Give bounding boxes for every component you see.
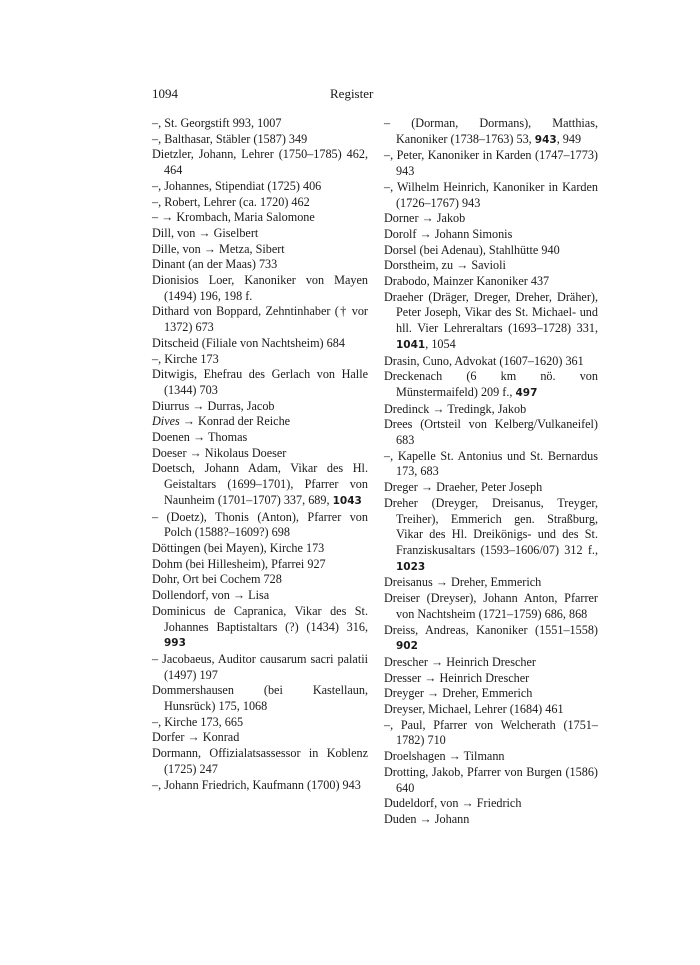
- index-entry: [152, 414, 368, 430]
- index-entry: [384, 227, 598, 243]
- bold-page-reference: 1023: [396, 560, 426, 573]
- index-entry: [152, 367, 368, 398]
- entry-text: Ditwigis, Ehefrau des Gerlach von Halle (1344) 703: [152, 367, 368, 397]
- index-entry: [384, 480, 598, 496]
- index-entry: [152, 210, 368, 226]
- index-entry: [152, 273, 368, 304]
- index-entry: [384, 655, 598, 671]
- index-entry: [152, 352, 368, 368]
- index-entry: [152, 746, 368, 777]
- entry-text: Dreiser (Dreyser), Johann Anton, Pfarrer von Nachtsheim (1721–1759) 686, 868: [384, 591, 598, 621]
- entry-text: Doetsch, Johann Adam, Vikar des Hl. Geistaltars (1699–1701), Pfarrer von Naunheim (1701–1707) 337, 689,: [152, 461, 368, 507]
- entry-text: –, Kirche 173: [152, 351, 219, 366]
- entry-text: –, Balthasar, Stäbler (1587) 349: [152, 131, 308, 146]
- index-entry: [384, 243, 598, 259]
- right-column: [384, 116, 598, 828]
- bold-page-reference: 993: [164, 637, 186, 650]
- entry-text: Dorner → Jakob: [384, 211, 466, 226]
- entry-text: Drabodo, Mainzer Kanoniker 437: [384, 274, 550, 289]
- entry-text: Dreiss, Andreas, Kanoniker (1551–1558): [384, 622, 598, 637]
- index-entry: [152, 715, 368, 731]
- index-entry: [152, 304, 368, 335]
- entry-text: – Jacobaeus, Auditor causarum sacri palatii (1497) 197: [152, 651, 368, 682]
- index-entry: [152, 242, 368, 258]
- entry-text: –, Robert, Lehrer (ca. 1720) 462: [152, 194, 310, 209]
- entry-text: Drees (Ortsteil von Kelberg/Vulkaneifel) 683: [384, 417, 598, 448]
- bold-page-reference: 1043: [332, 494, 362, 507]
- index-entry: [152, 510, 368, 541]
- italic-term: Dives: [152, 414, 180, 429]
- index-entry: [152, 399, 368, 415]
- entry-text: – (Dorman, Dormans), Matthias, Kanoniker (1738–1763) 53,: [384, 116, 598, 146]
- entry-text: Dill, von → Giselbert: [152, 225, 259, 240]
- index-entry: [384, 116, 598, 148]
- entry-text: –, Johannes, Stipendiat (1725) 406: [152, 178, 322, 193]
- index-entry: [384, 354, 598, 370]
- index-entry: [384, 417, 598, 448]
- bold-page-reference: 902: [396, 640, 418, 653]
- entry-text: Dorolf → Johann Simonis: [384, 226, 513, 241]
- index-entry: [384, 718, 598, 749]
- entry-text: Dreisanus → Dreher, Emmerich: [384, 575, 542, 590]
- entry-text: Dohm (bei Hillesheim), Pfarrei 927: [152, 556, 326, 571]
- page-number: 1094: [152, 86, 178, 101]
- entry-text: Dohr, Ort bei Cochem 728: [152, 572, 282, 587]
- entry-text: –, Wilhelm Heinrich, Kanoniker in Karden (1726–1767) 943: [384, 179, 598, 210]
- index-entry: [384, 575, 598, 591]
- index-entry: [384, 402, 598, 418]
- index-entry: [152, 147, 368, 178]
- index-entry: [384, 274, 598, 290]
- entry-text: Dreyser, Michael, Lehrer (1684) 461: [384, 702, 564, 717]
- entry-text: Draeher (Dräger, Dreger, Dreher, Dräher), Peter Joseph, Vikar des St. Michael- und hll. Vier Lehreraltars (1693–1728) 331,: [384, 289, 598, 336]
- index-entry: [152, 557, 368, 573]
- entry-text: –, Johann Friedrich, Kaufmann (1700) 943: [152, 777, 361, 792]
- entry-text: Drasin, Cuno, Advokat (1607–1620) 361: [384, 353, 584, 368]
- bold-page-reference: 1041: [396, 338, 426, 351]
- index-entry: [384, 749, 598, 765]
- index-entry: [384, 591, 598, 622]
- entry-text: Dommershausen (bei Kastellaun, Hunsrück) 175, 1068: [152, 683, 368, 714]
- index-entry: [152, 179, 368, 195]
- entry-text: Dinant (an der Maas) 733: [152, 257, 278, 272]
- entry-text: Dollendorf, von → Lisa: [152, 588, 270, 603]
- entry-text: Dreyger → Dreher, Emmerich: [384, 686, 533, 701]
- index-entry: [384, 290, 598, 354]
- index-entry: [152, 730, 368, 746]
- index-entry: [384, 796, 598, 812]
- entry-text: –, St. Georgstift 993, 1007: [152, 116, 282, 130]
- index-entry: [152, 195, 368, 211]
- entry-text: , 1054: [425, 336, 456, 351]
- entry-text: –, Kapelle St. Antonius und St. Bernardus 173, 683: [384, 448, 598, 479]
- entry-text: Duden → Johann: [384, 811, 470, 826]
- entry-text: Döttingen (bei Mayen), Kirche 173: [152, 540, 325, 555]
- index-entry: [152, 572, 368, 588]
- entry-text: Dudeldorf, von → Friedrich: [384, 796, 522, 811]
- entry-text: Dominicus de Capranica, Vikar des St. Johannes Baptistaltars (?) (1434) 316,: [152, 603, 368, 634]
- index-entry: [384, 671, 598, 687]
- entry-text: – (Doetz), Thonis (Anton), Pfarrer von Polch (1588?–1609?) 698: [152, 509, 368, 540]
- entry-text: Dormann, Offizialatsassessor in Koblenz (1725) 247: [152, 746, 368, 776]
- entry-text: Dreger → Draeher, Peter Joseph: [384, 480, 543, 495]
- entry-text: Dorsel (bei Adenau), Stahlhütte 940: [384, 242, 560, 257]
- index-entry: [384, 686, 598, 702]
- index-entry: [152, 541, 368, 557]
- index-entry: [152, 778, 368, 794]
- index-entry: [384, 496, 598, 576]
- entry-text: –, Paul, Pfarrer von Welcherath (1751–1782) 710: [384, 717, 598, 748]
- entry-text: Drotting, Jakob, Pfarrer von Burgen (1586) 640: [384, 764, 598, 795]
- entry-text: Ditscheid (Filiale von Nachtsheim) 684: [152, 335, 345, 350]
- index-entry: [384, 211, 598, 227]
- index-entry: [384, 369, 598, 401]
- index-entry: [152, 257, 368, 273]
- entry-text: Dreher (Dreyger, Dreisanus, Treyger, Treiher), Emmerich gen. Straßburg, Vikar des Hl. Dreikönigs- und des St. Franziskusaltars (1593–1606/07) 312 f.,: [384, 495, 598, 557]
- entry-text: Doenen → Thomas: [152, 430, 248, 445]
- entry-text: Dithard von Boppard, Zehntinhaber († vor 1372) 673: [152, 304, 368, 335]
- entry-text: –, Peter, Kanoniker in Karden (1747–1773) 943: [384, 148, 598, 179]
- index-entry: [152, 430, 368, 446]
- entry-text: Dille, von → Metza, Sibert: [152, 241, 285, 256]
- index-entry: [152, 446, 368, 462]
- index-entry: [384, 702, 598, 718]
- index-entry: [384, 258, 598, 274]
- entry-text: Dionisios Loer, Kanoniker von Mayen (1494) 196, 198 f.: [152, 273, 368, 303]
- index-entry: [152, 132, 368, 148]
- entry-text: Dresser → Heinrich Drescher: [384, 670, 530, 685]
- index-entry: [384, 148, 598, 179]
- index-entry: [384, 180, 598, 211]
- index-entry: [384, 623, 598, 655]
- index-entry: [152, 116, 368, 132]
- index-entry: [152, 652, 368, 683]
- entry-text: – → Krombach, Maria Salomone: [152, 210, 315, 225]
- index-entry: [152, 683, 368, 714]
- entry-text: Dredinck → Tredingk, Jakob: [384, 401, 527, 416]
- entry-text: , 949: [556, 131, 582, 146]
- running-head: Register: [330, 86, 374, 101]
- entry-text: –, Kirche 173, 665: [152, 714, 244, 729]
- entry-text: → Konrad der Reiche: [179, 414, 291, 429]
- bold-page-reference: 943: [534, 133, 557, 146]
- entry-text: Droelshagen → Tilmann: [384, 749, 505, 764]
- entry-text: Drescher → Heinrich Drescher: [384, 654, 536, 669]
- index-entry: [152, 461, 368, 509]
- index-entry: [152, 226, 368, 242]
- index-entry: [384, 449, 598, 480]
- entry-text: Dreckenach (6 km nö. von Münstermaifeld) 209 f.,: [384, 369, 598, 399]
- index-entry: [384, 765, 598, 796]
- index-entry: [152, 604, 368, 652]
- left-column: [152, 116, 368, 793]
- entry-text: Diurrus → Durras, Jacob: [152, 398, 275, 413]
- index-entry: [384, 812, 598, 828]
- index-entry: [152, 588, 368, 604]
- entry-text: Dietzler, Johann, Lehrer (1750–1785) 462, 464: [152, 147, 368, 178]
- index-entry: [152, 336, 368, 352]
- entry-text: Dorfer → Konrad: [152, 730, 240, 745]
- bold-page-reference: 497: [515, 386, 538, 399]
- entry-text: Doeser → Nikolaus Doeser: [152, 445, 287, 460]
- entry-text: Dorstheim, zu → Savioli: [384, 258, 506, 273]
